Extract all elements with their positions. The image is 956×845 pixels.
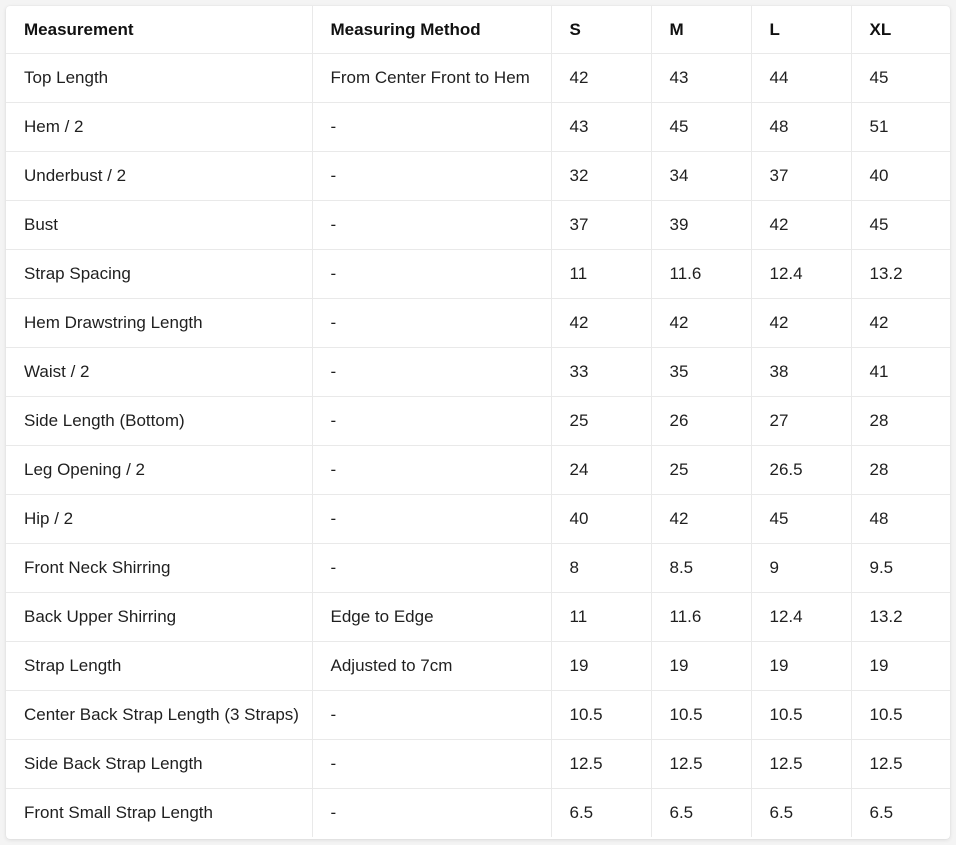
- method-cell: -: [312, 201, 551, 250]
- method-cell: Edge to Edge: [312, 593, 551, 642]
- size-m-cell: 11.6: [651, 593, 751, 642]
- header-size-l: L: [751, 6, 851, 54]
- measurement-cell: Top Length: [6, 54, 312, 103]
- header-size-m: M: [651, 6, 751, 54]
- method-cell: -: [312, 397, 551, 446]
- table-row: [6, 250, 950, 299]
- measurement-cell: Side Back Strap Length: [6, 740, 312, 789]
- size-m-cell: 43: [651, 54, 751, 103]
- method-cell: -: [312, 152, 551, 201]
- measurement-cell: Hem Drawstring Length: [6, 299, 312, 348]
- measurement-cell: Front Small Strap Length: [6, 789, 312, 838]
- method-cell: -: [312, 544, 551, 593]
- size-l-cell: 10.5: [751, 691, 851, 740]
- size-m-cell: 25: [651, 446, 751, 495]
- measurement-cell: Back Upper Shirring: [6, 593, 312, 642]
- size-m-cell: 35: [651, 348, 751, 397]
- size-xl-cell: 45: [851, 54, 950, 103]
- size-xl-cell: 10.5: [851, 691, 950, 740]
- header-measuring-method: Measuring Method: [312, 6, 551, 54]
- size-s-cell: 19: [551, 642, 651, 691]
- size-m-cell: 8.5: [651, 544, 751, 593]
- size-xl-cell: 45: [851, 201, 950, 250]
- size-s-cell: 33: [551, 348, 651, 397]
- table-row: [6, 348, 950, 397]
- measurement-cell: Leg Opening / 2: [6, 446, 312, 495]
- size-l-cell: 9: [751, 544, 851, 593]
- size-m-cell: 19: [651, 642, 751, 691]
- size-s-cell: 12.5: [551, 740, 651, 789]
- method-cell: -: [312, 691, 551, 740]
- header-row: [6, 6, 950, 54]
- table-row: [6, 691, 950, 740]
- header-size-xl: XL: [851, 6, 950, 54]
- size-l-cell: 48: [751, 103, 851, 152]
- size-xl-cell: 13.2: [851, 593, 950, 642]
- size-xl-cell: 12.5: [851, 740, 950, 789]
- measurement-cell: Bust: [6, 201, 312, 250]
- method-cell: -: [312, 250, 551, 299]
- size-xl-cell: 28: [851, 397, 950, 446]
- size-s-cell: 32: [551, 152, 651, 201]
- table-row: [6, 642, 950, 691]
- size-chart-card: [6, 6, 950, 839]
- size-xl-cell: 19: [851, 642, 950, 691]
- size-xl-cell: 28: [851, 446, 950, 495]
- size-xl-cell: 9.5: [851, 544, 950, 593]
- size-chart-table: [6, 6, 950, 837]
- measurement-cell: Side Length (Bottom): [6, 397, 312, 446]
- size-m-cell: 34: [651, 152, 751, 201]
- size-l-cell: 42: [751, 201, 851, 250]
- size-s-cell: 11: [551, 250, 651, 299]
- table-row: [6, 152, 950, 201]
- size-l-cell: 37: [751, 152, 851, 201]
- table-row: [6, 299, 950, 348]
- size-m-cell: 6.5: [651, 789, 751, 838]
- size-m-cell: 42: [651, 299, 751, 348]
- size-l-cell: 44: [751, 54, 851, 103]
- table-row: [6, 789, 950, 838]
- measurement-cell: Center Back Strap Length (3 Straps): [6, 691, 312, 740]
- header-measurement: Measurement: [6, 6, 312, 54]
- size-s-cell: 37: [551, 201, 651, 250]
- table-row: [6, 544, 950, 593]
- method-cell: Adjusted to 7cm: [312, 642, 551, 691]
- measurement-cell: Strap Length: [6, 642, 312, 691]
- size-xl-cell: 48: [851, 495, 950, 544]
- size-xl-cell: 42: [851, 299, 950, 348]
- size-s-cell: 11: [551, 593, 651, 642]
- size-xl-cell: 40: [851, 152, 950, 201]
- table-row: [6, 446, 950, 495]
- size-l-cell: 26.5: [751, 446, 851, 495]
- size-l-cell: 38: [751, 348, 851, 397]
- table-row: [6, 103, 950, 152]
- method-cell: -: [312, 495, 551, 544]
- method-cell: From Center Front to Hem: [312, 54, 551, 103]
- size-s-cell: 6.5: [551, 789, 651, 838]
- size-s-cell: 10.5: [551, 691, 651, 740]
- size-l-cell: 45: [751, 495, 851, 544]
- size-m-cell: 42: [651, 495, 751, 544]
- method-cell: -: [312, 299, 551, 348]
- size-s-cell: 24: [551, 446, 651, 495]
- header-size-s: S: [551, 6, 651, 54]
- size-l-cell: 42: [751, 299, 851, 348]
- size-xl-cell: 51: [851, 103, 950, 152]
- table-row: [6, 54, 950, 103]
- size-m-cell: 39: [651, 201, 751, 250]
- measurement-cell: Waist / 2: [6, 348, 312, 397]
- table-row: [6, 740, 950, 789]
- size-l-cell: 19: [751, 642, 851, 691]
- method-cell: -: [312, 348, 551, 397]
- size-xl-cell: 41: [851, 348, 950, 397]
- method-cell: -: [312, 789, 551, 838]
- size-xl-cell: 6.5: [869, 803, 894, 822]
- size-m-cell: 12.5: [651, 740, 751, 789]
- size-s-cell: 40: [551, 495, 651, 544]
- measurement-cell: Hem / 2: [6, 103, 312, 152]
- measurement-cell: Front Neck Shirring: [6, 544, 312, 593]
- measurement-cell: Underbust / 2: [6, 152, 312, 201]
- size-l-cell: 12.4: [751, 593, 851, 642]
- measurement-cell: Strap Spacing: [6, 250, 312, 299]
- size-s-cell: 25: [551, 397, 651, 446]
- size-m-cell: 26: [651, 397, 751, 446]
- size-s-cell: 43: [551, 103, 651, 152]
- measurement-cell: Hip / 2: [6, 495, 312, 544]
- table-row: [6, 397, 950, 446]
- size-s-cell: 42: [551, 299, 651, 348]
- table-header: [6, 6, 950, 54]
- size-s-cell: 8: [551, 544, 651, 593]
- size-l-cell: 6.5: [751, 789, 851, 838]
- size-l-cell: 12.4: [751, 250, 851, 299]
- size-m-cell: 45: [651, 103, 751, 152]
- table-body: [6, 54, 950, 838]
- size-l-cell: 12.5: [751, 740, 851, 789]
- size-l-cell: 27: [751, 397, 851, 446]
- method-cell: -: [312, 446, 551, 495]
- method-cell: -: [312, 740, 551, 789]
- size-s-cell: 42: [551, 54, 651, 103]
- table-row: [6, 593, 950, 642]
- table-row: [6, 201, 950, 250]
- table-row: [6, 495, 950, 544]
- size-xl-cell: 13.2: [851, 250, 950, 299]
- size-m-cell: 11.6: [651, 250, 751, 299]
- size-m-cell: 10.5: [651, 691, 751, 740]
- method-cell: -: [312, 103, 551, 152]
